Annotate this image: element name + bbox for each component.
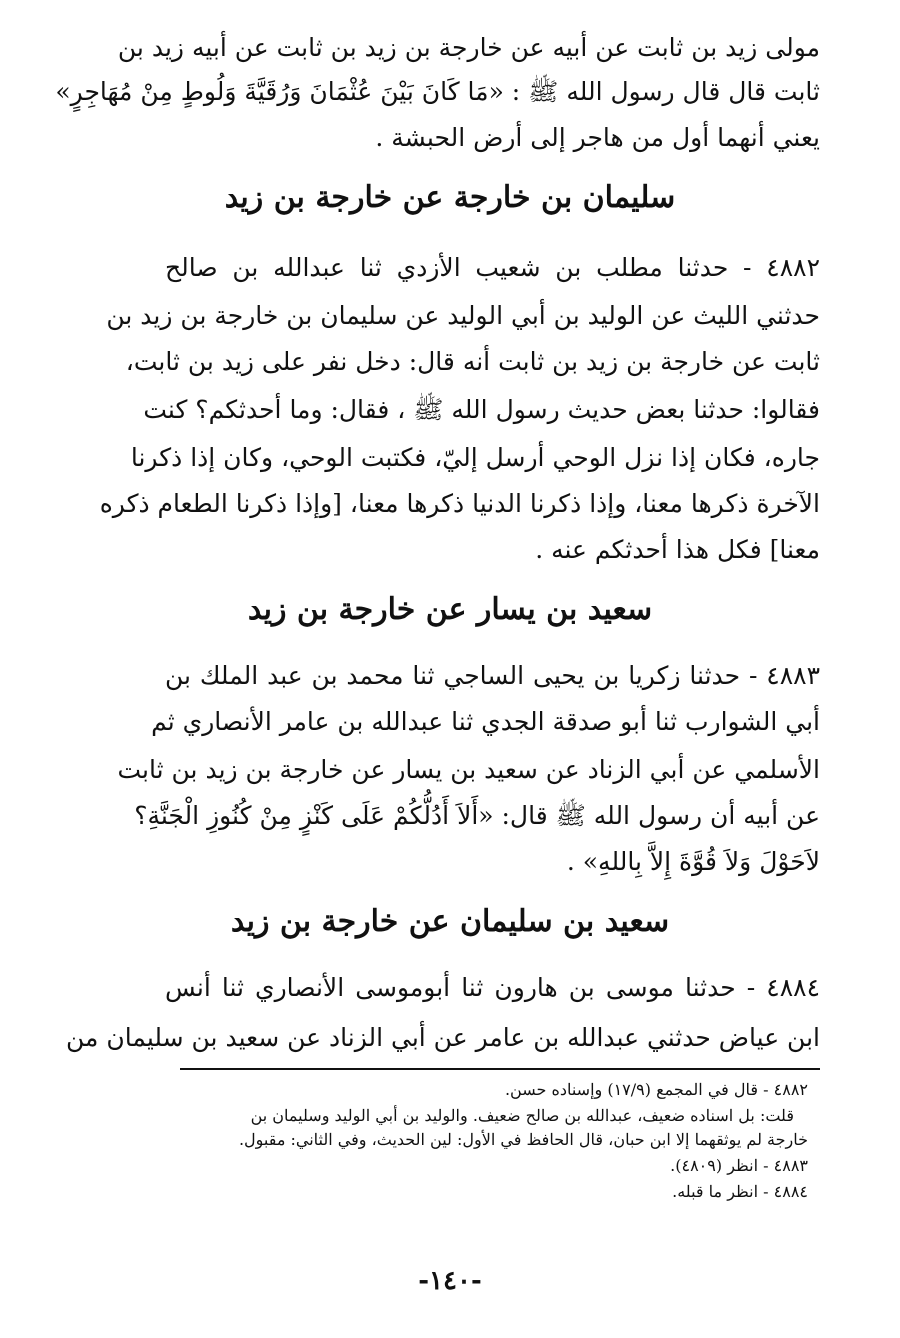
footnote-line: ٤٨٨٢ - قال في المجمع (١٧/٩) وإسناده حسن.	[504, 1080, 808, 1099]
hadith-line: فقالوا: حدثنا بعض حديث رسول الله ﷺ ، فقال: وما أحدثكم؟ كنت	[143, 395, 820, 424]
hadith-line: ٤٨٨٢ - حدثنا مطلب بن شعيب الأزدي ثنا عبدالله بن صالح	[165, 253, 820, 282]
hadith-line: الآخرة ذكرها معنا، وإذا ذكرنا الدنيا ذكرها معنا، [وإذا ذكرنا الطعام ذكره	[99, 489, 820, 518]
hadith-line: عن أبيه أن رسول الله ﷺ قال: «أَلاَ أَدُلُّكُمْ عَلَى كَنْزٍ مِنْ كُنُوزِ الْجَنَّةِ؟	[134, 801, 820, 830]
section-heading: سليمان بن خارجة عن خارجة بن زيد	[224, 180, 676, 215]
hadith-line: معنا] فكل هذا أحدثكم عنه .	[535, 535, 820, 564]
footnote-separator	[180, 1068, 820, 1070]
hadith-line: أبي الشوارب ثنا أبو صدقة الجدي ثنا عبدالله بن عامر الأنصاري ثم	[151, 707, 820, 736]
hadith-line: الأسلمي عن أبي الزناد عن سعيد بن يسار عن خارجة بن زيد بن ثابت	[117, 755, 820, 784]
text-line: ثابت قال قال رسول الله ﷺ : «مَا كَانَ بَيْنَ عُثْمَانَ وَرُقَيَّةَ وَلُوطٍ مِنْ مُهَاجِرٍ»	[55, 77, 820, 106]
hadith-line: ثابت عن خارجة بن زيد بن ثابت أنه قال: دخل نفر على زيد بن ثابت،	[125, 347, 820, 376]
hadith-line: ٤٨٨٤ - حدثنا موسى بن هارون ثنا أبوموسى الأنصاري ثنا أنس	[165, 973, 820, 1002]
section-heading: سعيد بن سليمان عن خارجة بن زيد	[230, 904, 670, 939]
footnote-line: ٤٨٨٤ - انظر ما قبله.	[672, 1182, 808, 1201]
hadith-line: حدثني الليث عن الوليد بن أبي الوليد عن سليمان بن خارجة بن زيد بن	[106, 301, 820, 330]
hadith-line: ٤٨٨٣ - حدثنا زكريا بن يحيى الساجي ثنا محمد بن عبد الملك بن	[165, 661, 820, 690]
hadith-line: جاره، فكان إذا نزل الوحي أرسل إليّ، فكتبت الوحي، وكان إذا ذكرنا	[130, 443, 820, 472]
hadith-line: ابن عياض حدثني عبدالله بن عامر عن أبي الزناد عن سعيد بن سليمان من	[66, 1023, 820, 1052]
footnote-line: ٤٨٨٣ - انظر (٤٨٠٩).	[670, 1156, 808, 1175]
text-line: يعني أنهما أول من هاجر إلى أرض الحبشة .	[375, 123, 820, 152]
footnote-line: خارجة لم يوثقهما إلا ابن حبان، قال الحافظ في الأول: لين الحديث، وفي الثاني: مقبول.	[238, 1130, 808, 1149]
hadith-line: لاَحَوْلَ وَلاَ قُوَّةَ إِلاَّ بِاللهِ» .	[566, 847, 820, 876]
footnote-line: قلت: بل اسناده ضعيف، عبدالله بن صالح ضعيف. والوليد بن أبي الوليد وسليمان بن	[250, 1106, 794, 1125]
text-line: مولى زيد بن ثابت عن أبيه عن خارجة بن زيد بن ثابت عن أبيه زيد بن	[117, 33, 820, 62]
section-heading: سعيد بن يسار عن خارجة بن زيد	[247, 592, 653, 627]
page-number: -١٤٠-	[418, 1266, 482, 1296]
